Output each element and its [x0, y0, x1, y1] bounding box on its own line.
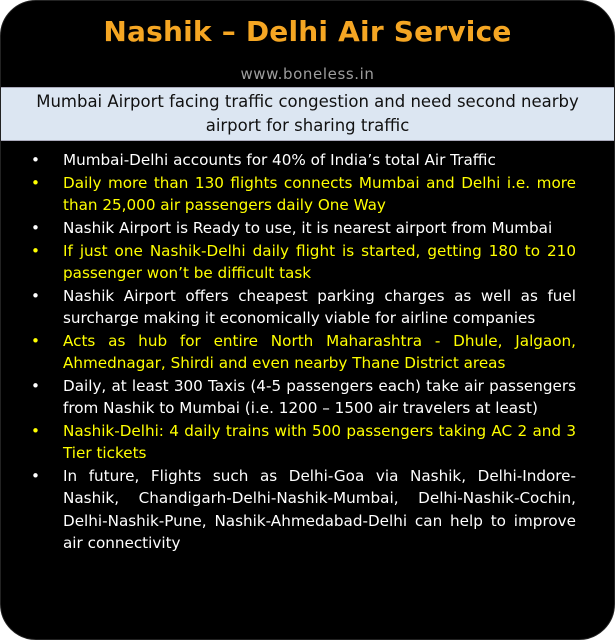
- bullet-item: [31, 330, 576, 375]
- bullet-dot: •: [31, 286, 40, 305]
- bullet-text: If just one Nashik-Delhi daily flight is started, getting 180 to 210 passenger won’t be difficult task: [63, 241, 576, 282]
- bullet-dot: •: [31, 151, 40, 169]
- bullet-item: [31, 420, 576, 465]
- bullet-item: [31, 465, 576, 554]
- bullet-text: Daily, at least 300 Taxis (4-5 passengers each) take air passengers from Nashik to Mumbai (i.e. 1200 – 1500 air travelers at least): [63, 376, 576, 418]
- bullet-list: [31, 149, 576, 555]
- bullet-item: [31, 149, 576, 171]
- bullet-dot: •: [31, 173, 40, 192]
- subtitle-banner: [1, 87, 614, 141]
- bullet-item: [31, 240, 576, 285]
- bullet-dot: •: [31, 376, 40, 395]
- bullet-dot: •: [31, 218, 40, 237]
- bullet-item: [31, 172, 576, 217]
- bullet-text: Mumbai-Delhi accounts for 40% of India’s total Air Traffic: [63, 151, 496, 169]
- bullet-item: [31, 285, 576, 330]
- bullet-text: Nashik-Delhi: 4 daily trains with 500 passengers taking AC 2 and 3 Tier tickets: [63, 422, 576, 463]
- bullet-text: Nashik Airport is Ready to use, it is nearest airport from Mumbai: [63, 218, 553, 237]
- bullet-dot: •: [31, 331, 40, 350]
- bullet-item: [31, 375, 576, 420]
- subtitle-text: Mumbai Airport facing traffic congestion and need second nearby airport for sharing traffic: [36, 92, 579, 135]
- bullet-item: [31, 217, 576, 239]
- page-title: Nashik – Delhi Air Service: [103, 15, 512, 48]
- website-watermark: www.boneless.in: [240, 65, 375, 83]
- bullet-dot: •: [31, 422, 40, 441]
- bullet-dot: •: [31, 241, 40, 260]
- bullet-text: Nashik Airport offers cheapest parking charges as well as fuel surcharge making it economically viable for airline companies: [63, 286, 576, 328]
- bullet-text: In future, Flights such as Delhi-Goa via Nashik, Delhi-Indore-Nashik, Chandigarh-Delhi-Nashik-Mumbai, Delhi-Nashik-Cochin, Delhi-Nashik-Pune, Nashik-Ahmedabad-Delhi can help to improve air connectivity: [63, 467, 576, 553]
- bullet-dot: •: [31, 467, 40, 486]
- bullet-text: Acts as hub for entire North Maharashtra - Dhule, Jalgaon, Ahmednagar, Shirdi and even nearby Thane District areas: [63, 331, 576, 373]
- bullet-text: Daily more than 130 flights connects Mumbai and Delhi i.e. more than 25,000 air passengers daily One Way: [63, 173, 576, 215]
